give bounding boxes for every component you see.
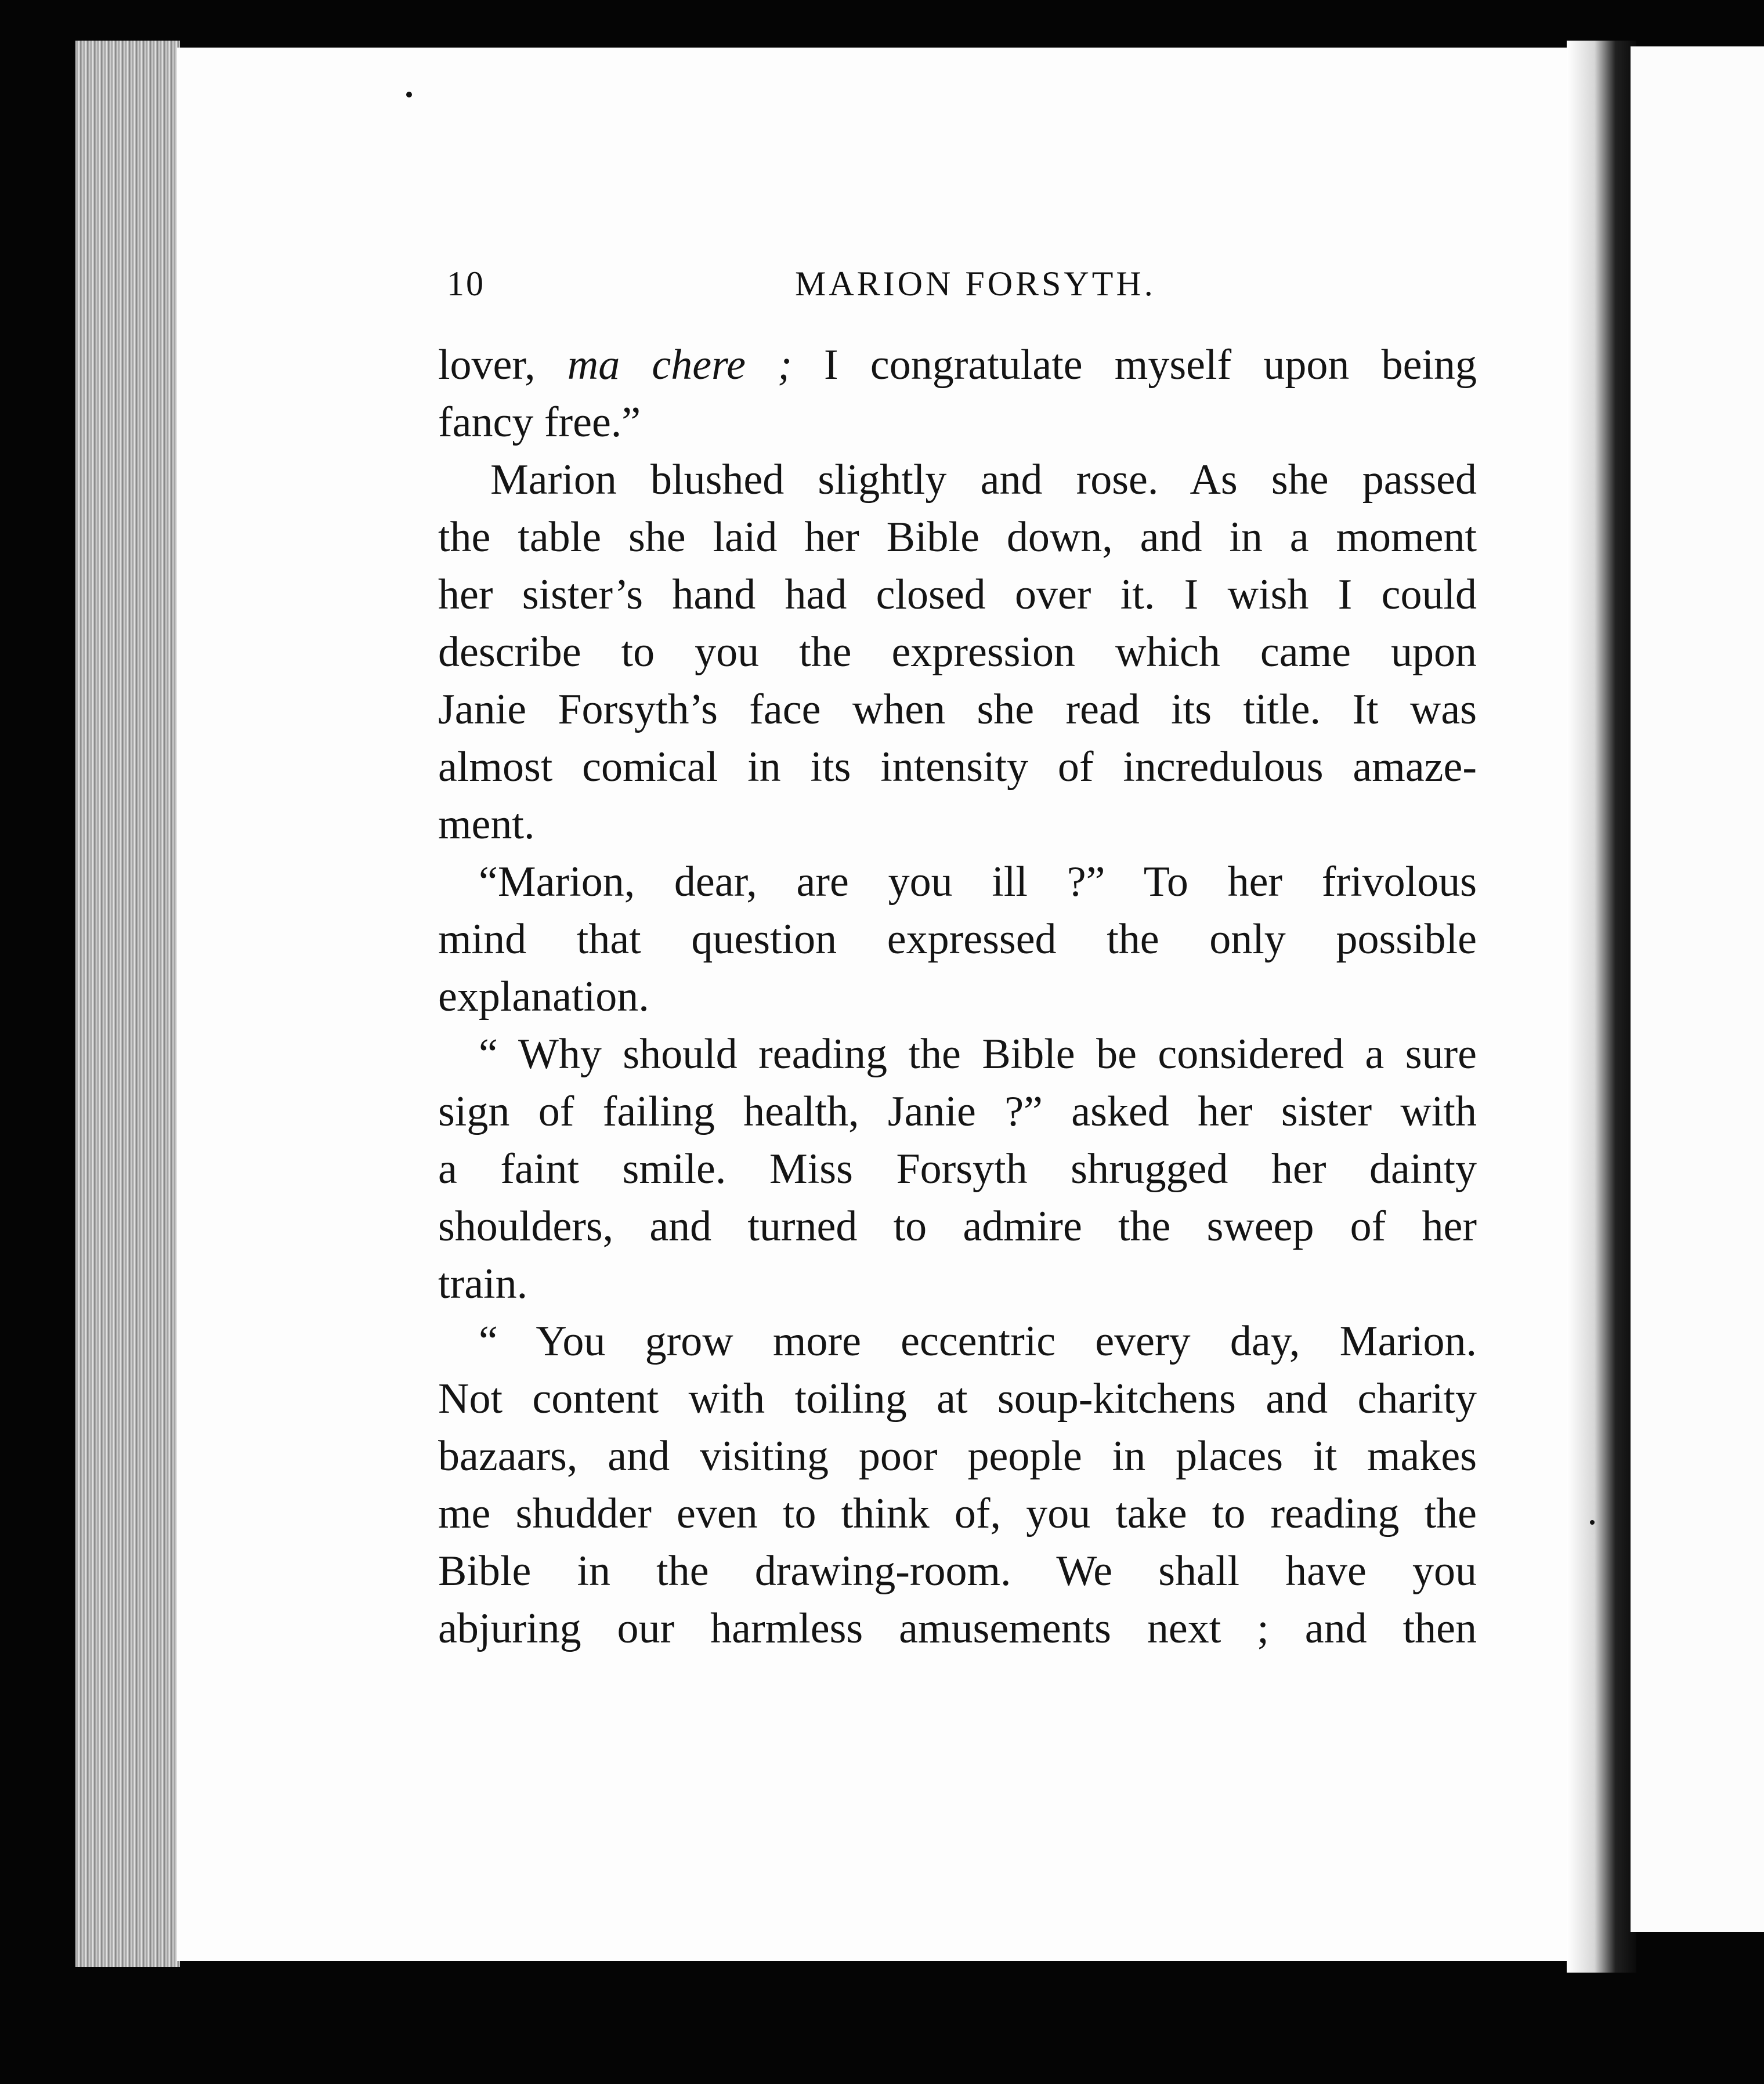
ink-speck [1590, 1520, 1595, 1525]
text-line: a faint smile. Miss Forsyth shrugged her dainty [438, 1145, 1477, 1193]
text-line: Not content with toiling at soup-kitchens and charity [438, 1375, 1477, 1423]
text-line: “Marion, dear, are you ill ?” To her frivolous [479, 858, 1477, 906]
text-line: fancy free.” [438, 399, 641, 446]
book-gutter [1567, 41, 1636, 1973]
text-line: sign of failing health, Janie ?” asked her sister with [438, 1088, 1477, 1135]
text-line: Marion blushed slightly and rose. As she passed [490, 456, 1477, 504]
text-line: Bible in the drawing-room. We shall have you [438, 1547, 1477, 1595]
text-line: me shudder even to think of, you take to reading the [438, 1490, 1477, 1537]
running-title: MARION FORSYTH. [795, 265, 1156, 303]
text-line: the table she laid her Bible down, and in a moment [438, 513, 1477, 561]
text-line: bazaars, and visiting poor people in places it makes [438, 1432, 1477, 1480]
right-page-edge [1631, 46, 1764, 1932]
page-number: 10 [447, 265, 485, 303]
page-body [438, 337, 1477, 1658]
text-line: describe to you the expression which came upon [438, 628, 1477, 676]
text-line: train. [438, 1260, 528, 1308]
text-line: her sister’s hand had closed over it. I wish I could [438, 571, 1477, 618]
text-line: Janie Forsyth’s face when she read its title. It was [438, 686, 1477, 733]
page-edges [75, 41, 180, 1967]
text-line: explanation. [438, 973, 649, 1021]
text-line: shoulders, and turned to admire the sweep of her [438, 1203, 1477, 1250]
text-line: abjuring our harmless amusements next ; and then [438, 1605, 1477, 1652]
text-line: mind that question expressed the only possible [438, 916, 1477, 963]
text-line: lover, ma chere ; I congratulate myself upon being [438, 341, 1477, 389]
text-line: “ Why should reading the Bible be considered a sure [479, 1030, 1477, 1078]
text-line: almost comical in its intensity of incredulous amaze- [438, 743, 1477, 791]
text-line: “ You grow more eccentric every day, Marion. [479, 1318, 1477, 1365]
ink-speck [406, 92, 412, 97]
text-line: ment. [438, 801, 535, 848]
